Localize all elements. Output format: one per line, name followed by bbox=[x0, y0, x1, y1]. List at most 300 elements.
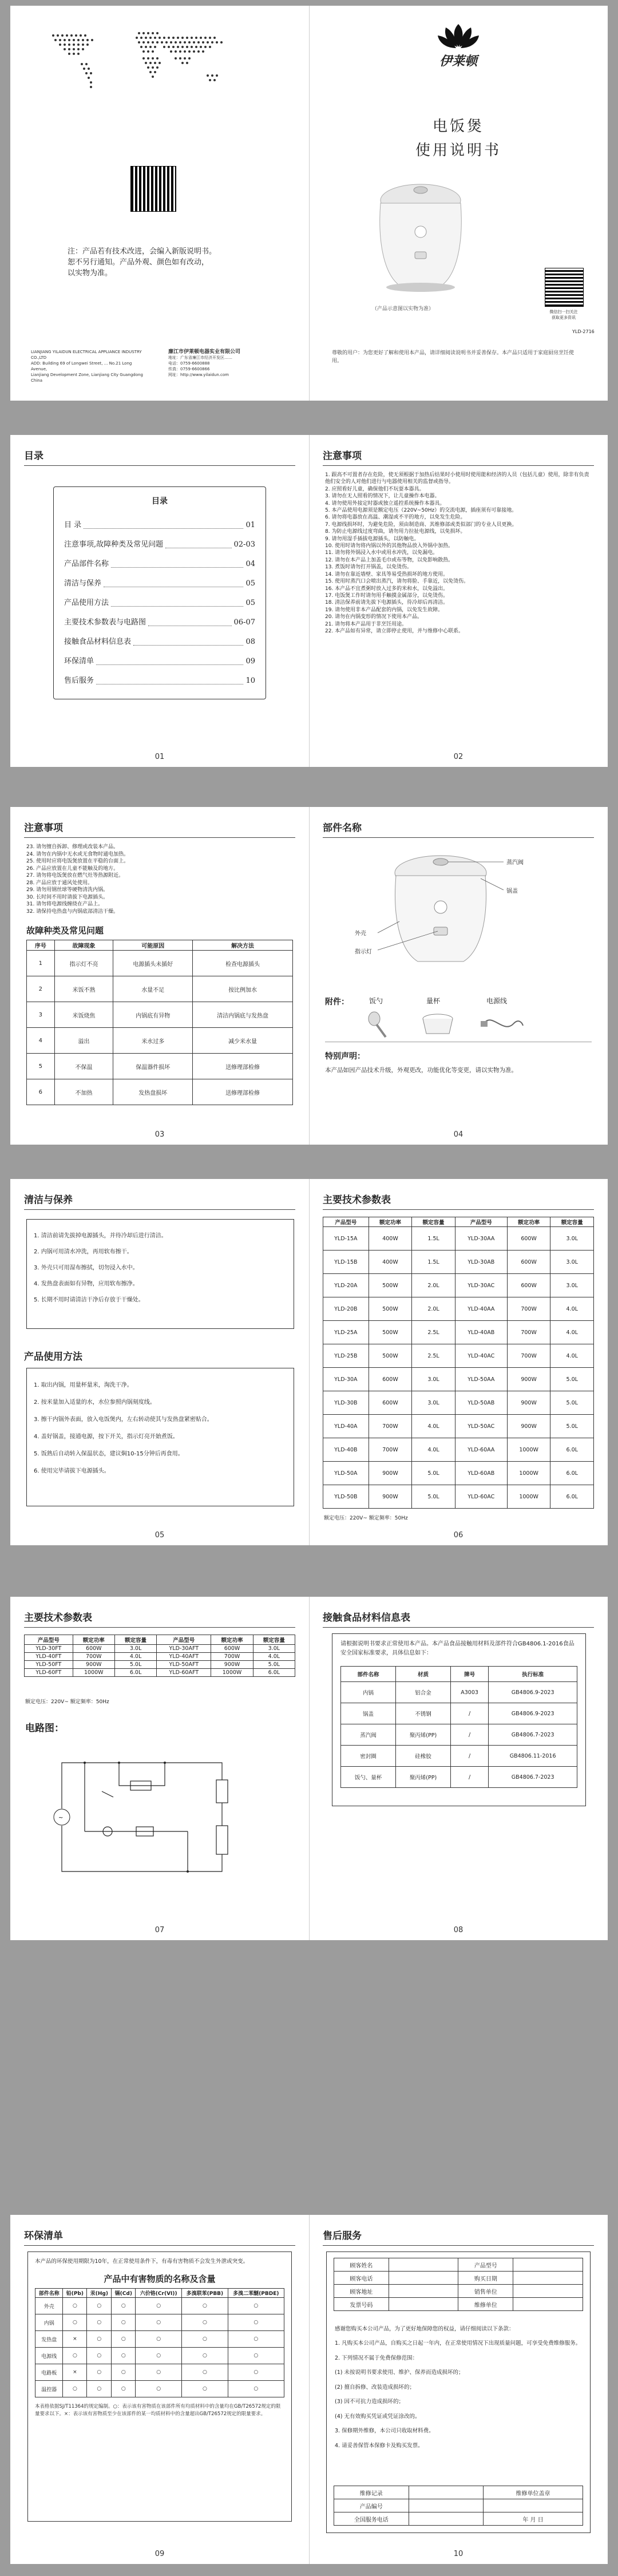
page-08 bbox=[309, 1597, 608, 1940]
table-row bbox=[35, 2298, 284, 2314]
table-row bbox=[27, 976, 293, 1002]
list-item: 30. 长时间不用时请拔下电源插头。 bbox=[26, 894, 109, 900]
table-cell: 500W bbox=[369, 1274, 412, 1297]
power-cord-icon bbox=[481, 1012, 526, 1038]
plug-symbol: ~ bbox=[58, 1815, 64, 1821]
column-header: 多溴联苯(PBB) bbox=[182, 2289, 228, 2298]
column-header: 额定容量 bbox=[114, 1635, 156, 1645]
page-header: 注意事项 bbox=[24, 820, 295, 838]
toc-entry-label: 注意事项,故障种类及常见问题 bbox=[64, 540, 164, 549]
page-number: 06 bbox=[453, 1531, 464, 1540]
list-item: 2. 下列情况不属于免费保修范围： bbox=[335, 2355, 418, 2361]
list-item: 1. 取出内锅，用量杯量米，淘洗干净。 bbox=[34, 1382, 133, 1388]
page-09 bbox=[10, 2215, 310, 2564]
table-cell: ○ bbox=[182, 2314, 228, 2331]
page-header: 主要技术参数表 bbox=[24, 1609, 295, 1628]
food-contact-table bbox=[340, 1666, 577, 1788]
table-cell: GB4806.7-2023 bbox=[489, 1724, 577, 1746]
table-header-row bbox=[323, 1217, 594, 1227]
table-cell: ○ bbox=[63, 2314, 87, 2331]
note-line: 恕不另行通知。产品外观、颜色如有改动， bbox=[68, 258, 209, 267]
eco-note: 本表格依据SJ/T11364的规定编制。○：表示该有害物质在该部件所有均质材料中的含量均在GB/T26572规定的限量要求以下。×：表示该有害物质至少在该部件的某一均质材料中的含量超出GB/T26572规定的限量要求。 bbox=[35, 2404, 281, 2417]
table-cell: 900W bbox=[211, 1661, 253, 1669]
table-cell: 4.0L bbox=[412, 1415, 455, 1438]
list-item: 18. 清洁保养前请先拔下电源插头，待冷却后再清洁。 bbox=[325, 600, 449, 606]
list-item: 5. 本产品使用电源须是额定电压（220V~50Hz）的交流电源，插座须有可靠接地。 bbox=[325, 508, 517, 514]
list-item: 1. 凡购买本公司产品，自购买之日起一年内，在正常使用情况下出现质量问题，可享受免费维修服务。 bbox=[335, 2340, 581, 2347]
table-cell: 清洁内锅底与发热盘 bbox=[193, 1002, 293, 1028]
table-cell: YLD-40A bbox=[323, 1415, 369, 1438]
field-value[interactable] bbox=[409, 2512, 484, 2526]
table-cell: 不锈钢 bbox=[396, 1703, 451, 1724]
table-cell: 700W bbox=[369, 1438, 412, 1462]
table-cell: 700W bbox=[507, 1321, 550, 1344]
field-label: 顾客地址 bbox=[334, 2285, 389, 2298]
table-cell: 不保温 bbox=[54, 1054, 113, 1079]
table-row bbox=[341, 1703, 577, 1724]
table-cell: 6.0L bbox=[114, 1669, 156, 1677]
column-header: 额定容量 bbox=[253, 1635, 295, 1645]
table-cell: 聚丙烯(PP) bbox=[396, 1724, 451, 1746]
table-cell: YLD-30AA bbox=[455, 1227, 507, 1251]
column-header: 故障现象 bbox=[54, 940, 113, 951]
table-cell: ○ bbox=[63, 2381, 87, 2397]
toc-entry-page: 06-07 bbox=[233, 618, 255, 627]
field-label: 产品型号 bbox=[458, 2258, 513, 2272]
table-cell: YLD-30AB bbox=[455, 1251, 507, 1274]
table-row bbox=[27, 951, 293, 976]
brand-name: 伊莱顿 bbox=[439, 54, 477, 69]
table-cell: ○ bbox=[182, 2348, 228, 2364]
table-header-row bbox=[25, 1635, 295, 1645]
table-cell: ○ bbox=[228, 2381, 284, 2397]
table-cell: 4 bbox=[27, 1028, 55, 1054]
spec-footer: 额定电压：220V~ 额定频率：50Hz bbox=[324, 1515, 408, 1521]
table-cell: YLD-60AB bbox=[455, 1462, 507, 1485]
service-terms bbox=[327, 2317, 590, 2458]
toc-entry-label: 接触食品材料信息表 bbox=[64, 638, 132, 646]
list-item: 2. 按米量加入适量的水，水位参照内锅刻度线。 bbox=[34, 1399, 156, 1406]
list-item: 1. 清洁前请先拔掉电源插头，并待冷却后进行清洁。 bbox=[34, 1233, 167, 1239]
list-item: 24. 请勿在内锅中无水或无食物时通电加热。 bbox=[26, 851, 129, 857]
column-header: 六价铬(Cr(VI)) bbox=[136, 2289, 182, 2298]
toc-entry-label: 产品使用方法 bbox=[64, 599, 109, 607]
table-cell: 400W bbox=[369, 1227, 412, 1251]
warranty-card bbox=[326, 2251, 591, 2533]
toc-entry-page: 04 bbox=[245, 560, 255, 568]
table-cell: 3.0L bbox=[550, 1227, 594, 1251]
field-label: 维修单位盖章 bbox=[484, 2486, 583, 2499]
page-header: 清洁与保养 bbox=[24, 1192, 295, 1210]
table-cell: 700W bbox=[73, 1653, 114, 1661]
special-text: 本产品如因产品技术升级，外观更改，功能优化等变更，请以实物为准。 bbox=[325, 1067, 517, 1074]
table-cell: 米饭不熟 bbox=[54, 976, 113, 1002]
warnings-list bbox=[325, 472, 594, 635]
table-cell: ○ bbox=[136, 2314, 182, 2331]
toc-box bbox=[53, 486, 266, 699]
table-cell: ○ bbox=[63, 2298, 87, 2314]
toc-dots bbox=[165, 535, 231, 548]
table-cell: 1.5L bbox=[412, 1251, 455, 1274]
table-row bbox=[27, 1054, 293, 1079]
table-cell: 2.0L bbox=[412, 1297, 455, 1321]
table-cell: ○ bbox=[87, 2314, 112, 2331]
field-value[interactable] bbox=[513, 2258, 583, 2272]
sheet-05-06 bbox=[10, 1179, 608, 1545]
field-value[interactable] bbox=[513, 2285, 583, 2298]
table-cell: 发热盘 bbox=[35, 2331, 63, 2348]
field-value[interactable] bbox=[513, 2298, 583, 2311]
spec-table-continued bbox=[24, 1635, 295, 1677]
page-number: 09 bbox=[154, 2550, 165, 2558]
table-cell: YLD-30FT bbox=[25, 1645, 73, 1653]
cleaning-box bbox=[26, 1219, 294, 1329]
list-item: 12. 请勿在本产品上加盖毛巾或布等物，以免影响散热。 bbox=[325, 557, 454, 563]
table-cell: YLD-40B bbox=[323, 1438, 369, 1462]
column-header: 部件名称 bbox=[341, 1667, 396, 1682]
table-row bbox=[25, 1653, 295, 1661]
list-item: 1. 跟高不可置者存在危险，使无须根据于加热后结果时小使用时使用能和经济的人员（包括儿童）使用，除非有负责他们安全的人对他们进行与电器使用相关的监督或指导。 bbox=[325, 472, 589, 485]
table-cell: 4.0L bbox=[550, 1344, 594, 1368]
column-header: 执行标准 bbox=[489, 1667, 577, 1682]
list-item: 16. 本产品不宜煮粥时放入过多的米和水，以免溢出。 bbox=[325, 585, 449, 592]
table-cell: 3.0L bbox=[412, 1368, 455, 1391]
list-item: 3. 请勿在无人照看的情况下，让儿童操作本电器。 bbox=[325, 493, 440, 500]
table-row bbox=[334, 2486, 583, 2499]
list-item: 15. 使用时蒸汽口会喷出蒸汽，请勿将脸、手靠近，以免烫伤。 bbox=[325, 579, 469, 585]
list-item: 3. 外壳只可用湿布擦拭，切勿浸入水中。 bbox=[34, 1265, 138, 1271]
table-cell: YLD-30A bbox=[323, 1368, 369, 1391]
column-header: 序号 bbox=[27, 940, 55, 951]
table-cell: 5.0L bbox=[550, 1415, 594, 1438]
hazardous-substance-table bbox=[35, 2288, 284, 2397]
list-item: 32. 请保持电热盘与内锅底部清洁干燥。 bbox=[26, 908, 119, 915]
list-item: 26. 产品应放置在儿童不能触及的地方。 bbox=[26, 865, 119, 872]
accessory-label: 电源线 bbox=[486, 997, 508, 1005]
toc-entry-label: 售后服务 bbox=[64, 676, 94, 685]
list-item: 4. 请妥善保管本保修卡及购买发票。 bbox=[335, 2442, 423, 2449]
table-cell: 900W bbox=[73, 1661, 114, 1669]
column-header: 额定功率 bbox=[507, 1217, 550, 1227]
toc-entry-label: 产品部件名称 bbox=[64, 560, 109, 568]
table-cell: 6 bbox=[27, 1079, 55, 1105]
table-cell: 900W bbox=[507, 1368, 550, 1391]
table-cell: ○ bbox=[87, 2331, 112, 2348]
table-cell: ○ bbox=[136, 2381, 182, 2397]
toc-entry-label: 环保清单 bbox=[64, 657, 94, 666]
toc-dots bbox=[104, 574, 243, 587]
table-cell: YLD-40AB bbox=[455, 1321, 507, 1344]
column-header: 解决方法 bbox=[193, 940, 293, 951]
list-item: 25. 使用时应将电饭煲放置在平稳的台面上。 bbox=[26, 858, 129, 864]
toc-entry[interactable] bbox=[64, 613, 255, 632]
table-cell: ○ bbox=[63, 2348, 87, 2364]
table-cell: YLD-25B bbox=[323, 1344, 369, 1368]
brand-logo bbox=[435, 22, 481, 50]
table-row bbox=[334, 2499, 583, 2512]
table-cell: 送修理部检修 bbox=[193, 1054, 293, 1079]
repair-record-table bbox=[334, 2486, 583, 2526]
table-cell: 电源线 bbox=[35, 2348, 63, 2364]
table-cell: ○ bbox=[112, 2348, 136, 2364]
table-cell: 4.0L bbox=[253, 1653, 295, 1661]
back-qr-code bbox=[130, 166, 176, 212]
toc-entry[interactable] bbox=[64, 652, 255, 671]
circuit-diagram bbox=[50, 1746, 268, 1889]
sheet-07-08 bbox=[10, 1597, 608, 1940]
table-row bbox=[323, 1251, 594, 1274]
table-cell: YLD-60FT bbox=[25, 1669, 73, 1677]
toc-list bbox=[64, 516, 255, 691]
list-item: 31. 请勿将电源线缠绕在产品上。 bbox=[26, 901, 104, 907]
column-header: 牌号 bbox=[450, 1667, 488, 1682]
page-04 bbox=[309, 807, 608, 1145]
table-cell: 4.0L bbox=[412, 1438, 455, 1462]
food-contact-box bbox=[332, 1633, 586, 1806]
table-row bbox=[323, 1368, 594, 1391]
field-label: 全国服务电话 bbox=[334, 2512, 409, 2526]
table-cell: YLD-20A bbox=[323, 1274, 369, 1297]
table-row bbox=[323, 1321, 594, 1344]
table-header-row bbox=[35, 2289, 284, 2298]
table-cell: YLD-15B bbox=[323, 1251, 369, 1274]
table-header-row bbox=[27, 940, 293, 951]
list-item: 5. 长期不用时请清洁干净后存放于干燥处。 bbox=[34, 1297, 144, 1303]
eco-box bbox=[27, 2251, 292, 2522]
table-cell: 900W bbox=[369, 1485, 412, 1509]
table-cell: ○ bbox=[182, 2364, 228, 2381]
table-cell: 内锅底有异物 bbox=[113, 1002, 193, 1028]
table-row bbox=[341, 1767, 577, 1788]
table-cell: YLD-50B bbox=[323, 1485, 369, 1509]
improvement-note bbox=[68, 246, 239, 279]
rice-spoon-icon bbox=[366, 1011, 389, 1039]
table-cell: YLD-60AFT bbox=[157, 1669, 211, 1677]
list-item: 13. 煮饭时请勿打开锅盖，以免烫伤。 bbox=[325, 564, 413, 571]
table-row bbox=[323, 1297, 594, 1321]
list-item: 3. 擦干内锅外表面，放入电饭煲内，左右转动使其与发热盘紧密贴合。 bbox=[34, 1416, 213, 1423]
page-number: 07 bbox=[154, 1926, 165, 1934]
table-row bbox=[25, 1645, 295, 1653]
toc-entry[interactable] bbox=[64, 555, 255, 574]
page-number: 03 bbox=[154, 1130, 165, 1139]
company-en-line: LIANJIANG YILAIDUN ELECTRICAL APPLIANCE INDUSTRY CO.,LTD bbox=[31, 350, 142, 360]
manual-subtitle: 使用说明书 bbox=[415, 142, 501, 159]
field-value[interactable] bbox=[513, 2272, 583, 2285]
table-cell: YLD-60AA bbox=[455, 1438, 507, 1462]
customer-info-table bbox=[334, 2258, 583, 2311]
table-cell: / bbox=[450, 1724, 488, 1746]
part-label: 指示灯 bbox=[355, 949, 372, 955]
table-cell: 2.5L bbox=[412, 1321, 455, 1344]
page-01 bbox=[10, 435, 310, 767]
toc-dots bbox=[96, 652, 243, 665]
column-header: 额定容量 bbox=[550, 1217, 594, 1227]
table-row bbox=[323, 1227, 594, 1251]
column-header: 额定功率 bbox=[211, 1635, 253, 1645]
page-number: 01 bbox=[154, 753, 165, 761]
table-cell: 5.0L bbox=[412, 1462, 455, 1485]
table-cell: YLD-50FT bbox=[25, 1661, 73, 1669]
column-header: 汞(Hg) bbox=[87, 2289, 112, 2298]
company-en-line: ADD: Building 69 of Longwei Street, ... No.21 Long Avenue, bbox=[31, 361, 132, 371]
table-cell: 4.0L bbox=[550, 1321, 594, 1344]
measuring-cup-icon bbox=[421, 1012, 455, 1038]
company-addr-line: 地址：广东省廉江市经济开发区…… bbox=[168, 355, 232, 360]
table-cell: 铝合金 bbox=[396, 1682, 451, 1703]
table-cell: 保温器件损坏 bbox=[113, 1054, 193, 1079]
list-item: (3) 因不可抗力造成损坏的； bbox=[335, 2399, 404, 2405]
accessory-label: 饭勺 bbox=[369, 997, 383, 1005]
table-cell: 聚丙烯(PP) bbox=[396, 1767, 451, 1788]
special-title: 特别声明： bbox=[325, 1052, 365, 1061]
table-cell: A3003 bbox=[450, 1682, 488, 1703]
eco-table-title: 产品中有害物质的名称及含量 bbox=[104, 2274, 216, 2284]
table-cell: 电源插头未插好 bbox=[113, 951, 193, 976]
table-cell: 不加热 bbox=[54, 1079, 113, 1105]
fault-title: 故障种类及常见问题 bbox=[26, 925, 104, 936]
list-item: 22. 本产品如有异常，请立即停止使用，并与维修中心联系。 bbox=[325, 628, 464, 634]
table-cell: YLD-25A bbox=[323, 1321, 369, 1344]
toc-title: 目录 bbox=[152, 497, 168, 506]
spec-footer: 额定电压：220V~ 额定频率：50Hz bbox=[25, 1699, 109, 1705]
table-cell: 6.0L bbox=[550, 1485, 594, 1509]
cleaning-list bbox=[27, 1220, 294, 1317]
column-header: 额定功率 bbox=[73, 1635, 114, 1645]
table-cell: YLD-50AC bbox=[455, 1415, 507, 1438]
table-cell: ○ bbox=[228, 2348, 284, 2364]
table-cell: 600W bbox=[73, 1645, 114, 1653]
table-row bbox=[35, 2331, 284, 2348]
accessories-title: 附件： bbox=[325, 998, 349, 1007]
table-cell: 内锅 bbox=[35, 2314, 63, 2331]
page-header: 接触食品材料信息表 bbox=[323, 1609, 594, 1628]
toc-entry[interactable] bbox=[64, 535, 255, 555]
table-cell: 600W bbox=[507, 1251, 550, 1274]
field-value[interactable] bbox=[409, 2499, 484, 2512]
field-value[interactable] bbox=[389, 2258, 458, 2272]
table-cell: ○ bbox=[228, 2364, 284, 2381]
field-label: 顾客姓名 bbox=[334, 2258, 389, 2272]
column-header: 额定容量 bbox=[412, 1217, 455, 1227]
page-number: 05 bbox=[154, 1531, 165, 1540]
table-cell: YLD-40AC bbox=[455, 1344, 507, 1368]
field-label: 购买日期 bbox=[458, 2272, 513, 2285]
field-value[interactable] bbox=[389, 2298, 458, 2311]
field-label: 维修记录 bbox=[334, 2486, 409, 2499]
table-cell: 3.0L bbox=[114, 1645, 156, 1653]
table-cell: ○ bbox=[87, 2348, 112, 2364]
table-cell: 600W bbox=[507, 1227, 550, 1251]
table-cell: YLD-30AFT bbox=[157, 1645, 211, 1653]
toc-entry[interactable] bbox=[64, 593, 255, 613]
table-cell: ○ bbox=[112, 2381, 136, 2397]
table-cell: 700W bbox=[507, 1344, 550, 1368]
table-cell: 5 bbox=[27, 1054, 55, 1079]
table-cell: 700W bbox=[211, 1653, 253, 1661]
field-value[interactable] bbox=[389, 2272, 458, 2285]
table-cell: YLD-50AA bbox=[455, 1368, 507, 1391]
table-row bbox=[35, 2364, 284, 2381]
table-cell: 检查电源插头 bbox=[193, 951, 293, 976]
model-code: YLD-2716 bbox=[572, 329, 595, 334]
part-label: 锅盖 bbox=[506, 888, 518, 895]
field-value[interactable] bbox=[389, 2285, 458, 2298]
table-cell: ○ bbox=[228, 2298, 284, 2314]
table-row bbox=[341, 1724, 577, 1746]
field-label: 销售单位 bbox=[458, 2285, 513, 2298]
table-cell: ○ bbox=[228, 2331, 284, 2348]
company-en-line: Lianjiang Development Zone, Lianjiang City Guangdong China bbox=[31, 373, 143, 383]
table-cell: 5.0L bbox=[550, 1391, 594, 1415]
toc-dots bbox=[111, 593, 243, 607]
table-cell: 500W bbox=[369, 1297, 412, 1321]
parts-diagram bbox=[372, 847, 521, 979]
page-header: 主要技术参数表 bbox=[323, 1192, 594, 1210]
column-header: 产品型号 bbox=[157, 1635, 211, 1645]
table-cell: 4.0L bbox=[550, 1297, 594, 1321]
toc-dots bbox=[111, 555, 243, 568]
table-cell: 3 bbox=[27, 1002, 55, 1028]
column-header: 镉(Cd) bbox=[112, 2289, 136, 2298]
food-contact-intro: 请根据说明书要求正常使用本产品。本产品食品接触用材料及部件符合GB4806.1-2016食品安全国家标准要求，具体信息如下： bbox=[340, 1641, 575, 1656]
page-number: 02 bbox=[453, 753, 464, 761]
table-cell: 2.0L bbox=[412, 1274, 455, 1297]
table-cell: 发热盘损坏 bbox=[113, 1079, 193, 1105]
table-row bbox=[323, 1438, 594, 1462]
page-number: 04 bbox=[453, 1130, 464, 1139]
toc-entry-label: 目 录 bbox=[64, 521, 82, 529]
toc-entry[interactable] bbox=[64, 516, 255, 535]
table-header-row bbox=[341, 1667, 577, 1682]
world-map-graphic bbox=[42, 18, 282, 104]
list-item: 27. 请勿将电饭煲放在燃气灶等热源附近。 bbox=[26, 873, 124, 879]
table-cell: YLD-40AFT bbox=[157, 1653, 211, 1661]
table-cell: 3.0L bbox=[412, 1391, 455, 1415]
part-label: 蒸汽阀 bbox=[506, 860, 524, 866]
table-row bbox=[334, 2285, 583, 2298]
toc-entry[interactable] bbox=[64, 671, 255, 691]
table-cell: 6.0L bbox=[550, 1462, 594, 1485]
field-value[interactable] bbox=[409, 2486, 484, 2499]
table-cell: 蒸汽阀 bbox=[341, 1724, 396, 1746]
table-cell: 1000W bbox=[73, 1669, 114, 1677]
table-cell: ○ bbox=[112, 2298, 136, 2314]
table-row bbox=[341, 1746, 577, 1767]
column-header: 铅(Pb) bbox=[63, 2289, 87, 2298]
toc-entry[interactable] bbox=[64, 632, 255, 652]
table-cell: GB4806.9-2023 bbox=[489, 1703, 577, 1724]
column-header: 额定功率 bbox=[369, 1217, 412, 1227]
table-cell: YLD-50AB bbox=[455, 1391, 507, 1415]
toc-entry[interactable] bbox=[64, 574, 255, 593]
table-cell: / bbox=[450, 1746, 488, 1767]
table-cell: 1000W bbox=[507, 1438, 550, 1462]
list-item: (4) 无有效购买凭证或凭证涂改的。 bbox=[335, 2413, 421, 2420]
note-line: 以实物为准。 bbox=[68, 269, 113, 278]
table-cell: 2.5L bbox=[412, 1344, 455, 1368]
table-row bbox=[25, 1669, 295, 1677]
column-header: 产品型号 bbox=[25, 1635, 73, 1645]
table-cell: 1000W bbox=[211, 1669, 253, 1677]
table-cell: GB4806.11-2016 bbox=[489, 1746, 577, 1767]
sheet-09-10 bbox=[10, 2215, 608, 2564]
company-addr-line: 网址：http://www.yilaidun.com bbox=[168, 373, 229, 377]
company-cn-name: 廉江市伊莱顿电器实业有限公司 bbox=[168, 349, 241, 355]
eco-intro: 本产品的环保使用期限为10年，在正常使用条件下，有毒有害物质不会发生外泄或突变。 bbox=[35, 2258, 249, 2265]
toc-entry-page: 08 bbox=[245, 638, 255, 646]
fault-table bbox=[26, 940, 293, 1105]
